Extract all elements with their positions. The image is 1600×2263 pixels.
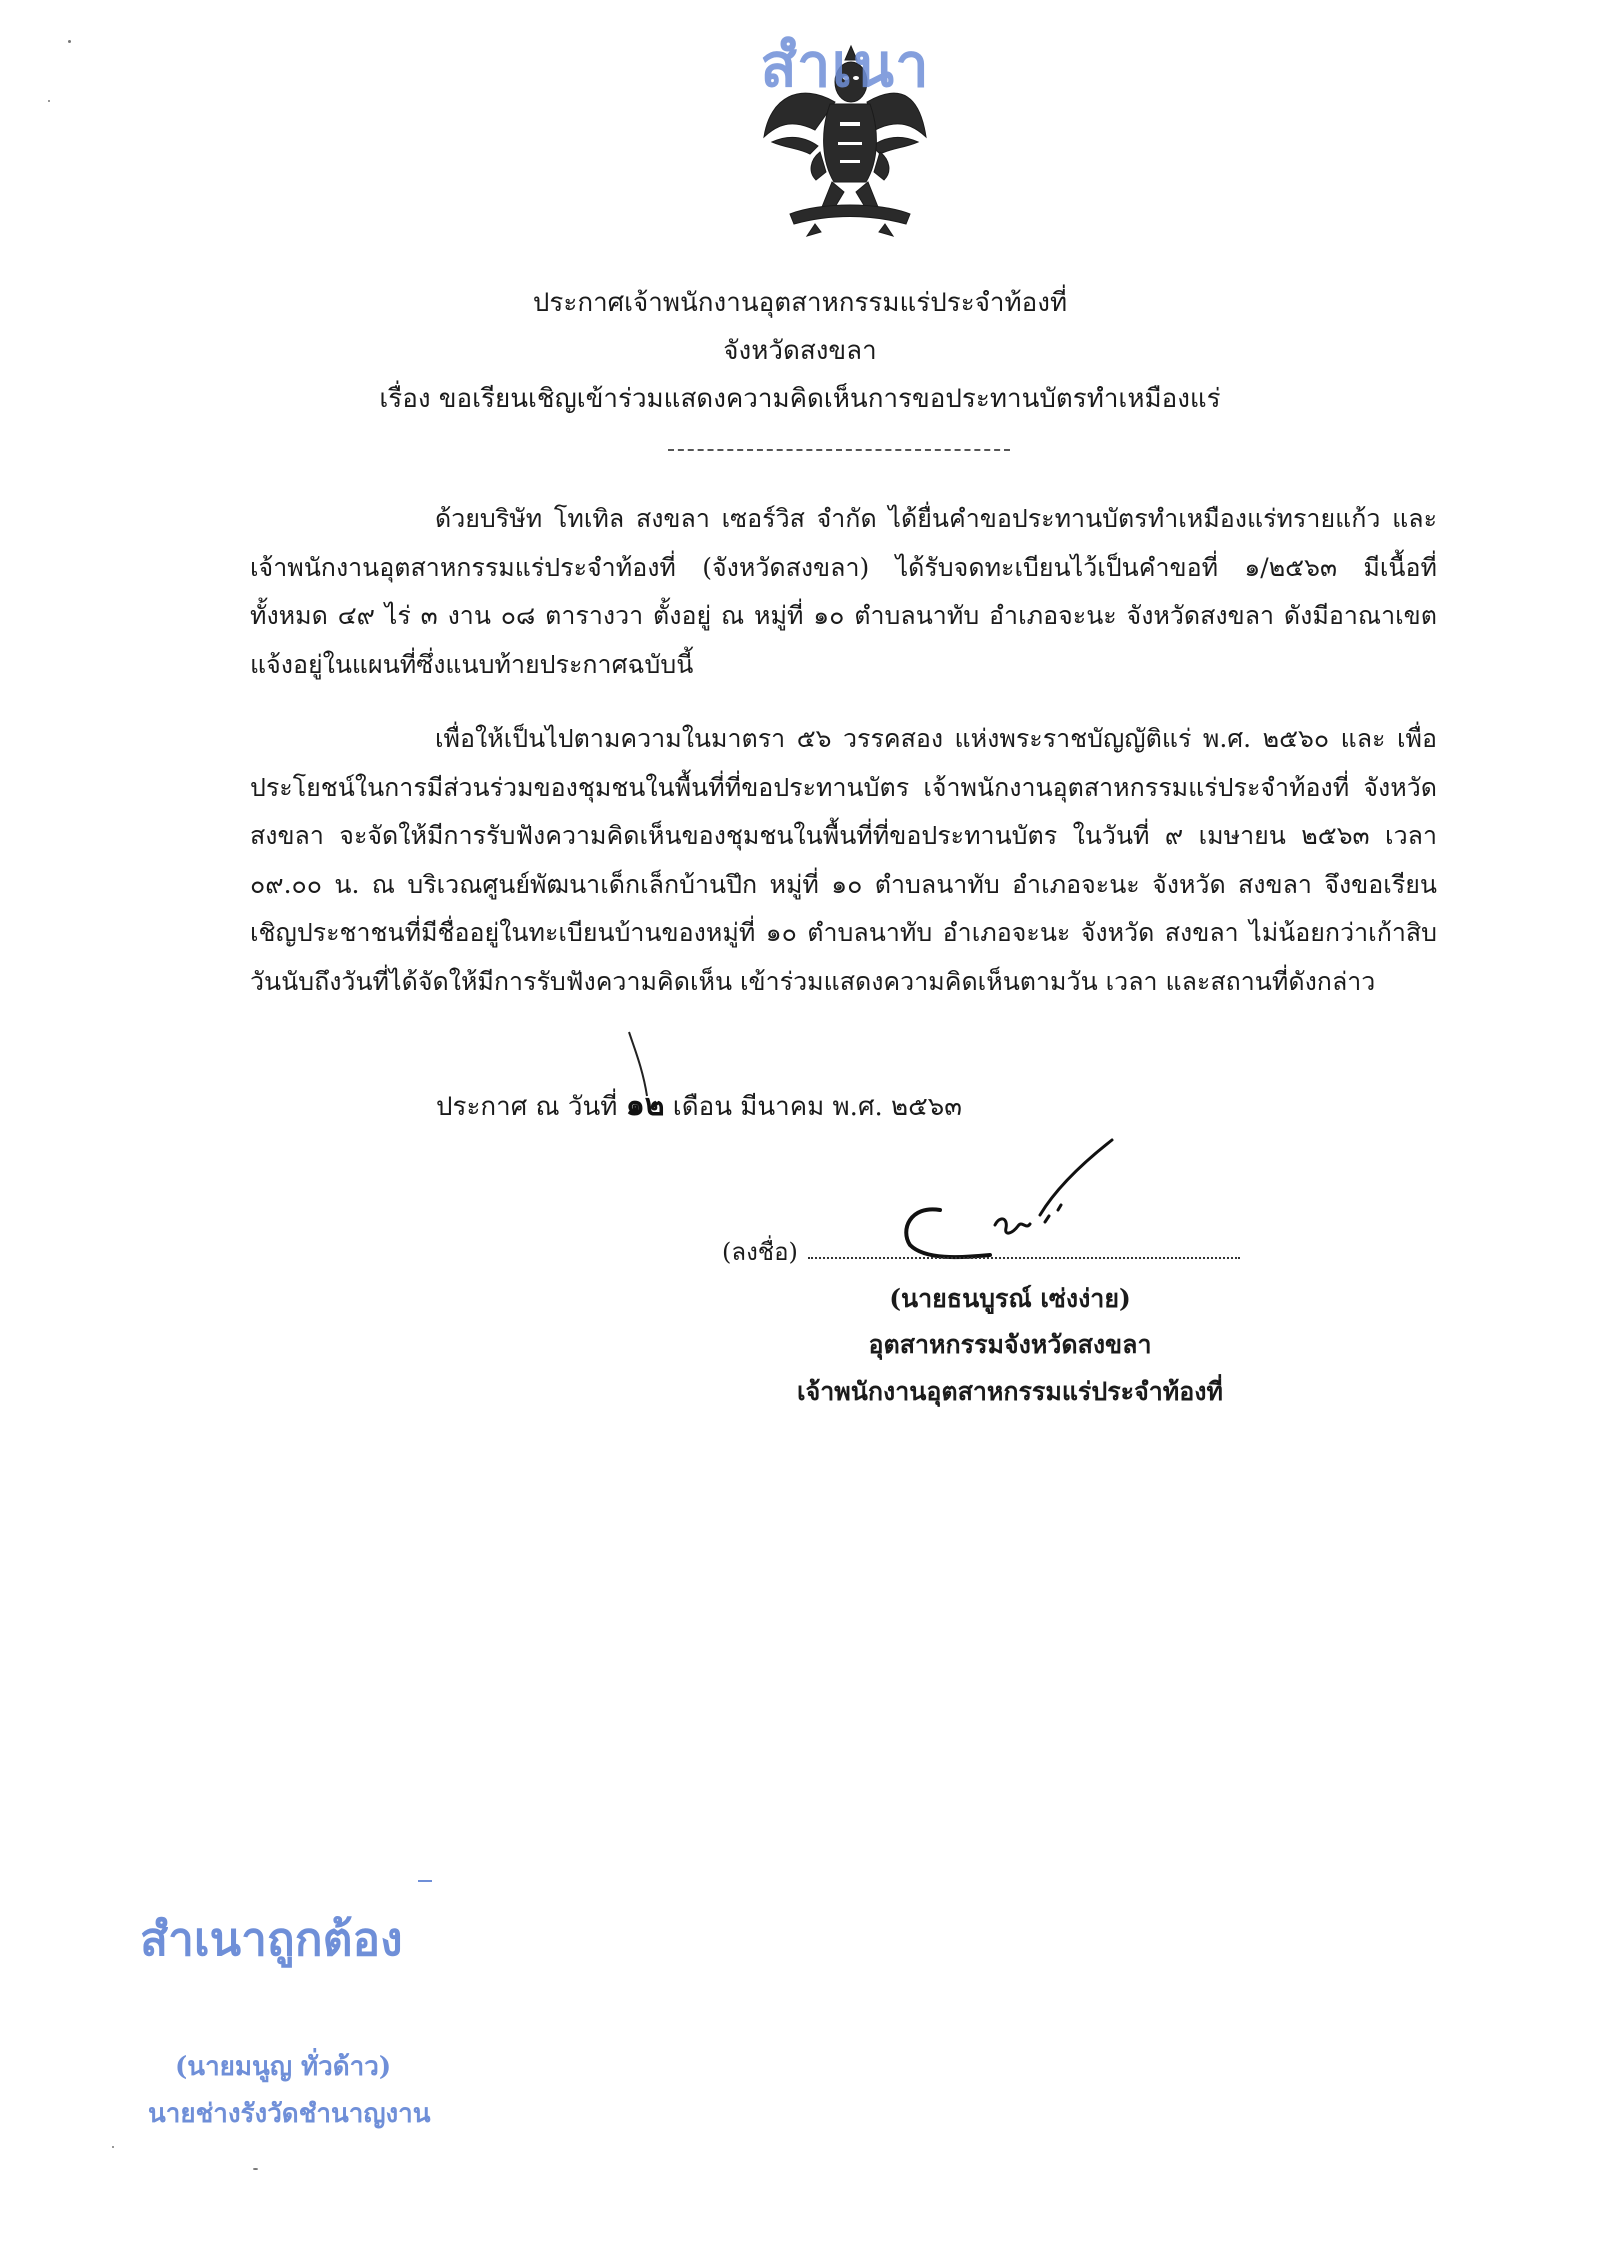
- announcement-day-handwritten: ๑๒: [625, 1088, 665, 1123]
- body-paragraph-1: ด้วยบริษัท โทเทิล สงขลา เซอร์วิส จำกัด ได้ยื่นคำขอประทานบัตรทำเหมืองแร่ทรายแก้ว และเจ้าพนักงานอุตสาหกรรมแร่ประจำท้องที่ (จังหวัดสงขลา) ได้รับจดทะเบียนไว้เป็นคำขอที่ ๑/๒๕๖๓ มีเนื้อที่ทั้งหมด ๔๙ ไร่ ๓ งาน ๐๘ ตารางวา ตั้งอยู่ ณ หมู่ที่ ๑๐ ตำบลนาทับ อำเภอจะนะ จังหวัดสงขลา ดังมีอาณาเขตแจ้งอยู่ในแผนที่ซึ่งแนบท้ายประกาศฉบับนี้: [250, 504, 1437, 679]
- scan-speck: [48, 100, 50, 102]
- pen-stroke-mark: [625, 1030, 655, 1100]
- scan-speck: [112, 2146, 114, 2148]
- certified-copy-stamp: สำเนาถูกต้อง: [140, 1912, 403, 1966]
- announcement-date: [436, 1082, 962, 1129]
- signer-position-2: เจ้าพนักงานอุตสาหกรรมแร่ประจำท้องที่: [797, 1377, 1223, 1406]
- signer-position-1: อุตสาหกรรมจังหวัดสงขลา: [868, 1330, 1152, 1359]
- subject-line: เรื่อง ขอเรียนเชิญเข้าร่วมแสดงความคิดเห็นการขอประทานบัตรทำเหมืองแร่: [379, 384, 1221, 414]
- certifier-name: (นายมนูญ ทั่วด้าว): [175, 2052, 392, 2082]
- announcement-date-prefix: ประกาศ ณ วันที่: [436, 1092, 626, 1122]
- province-line: จังหวัดสงขลา: [723, 336, 877, 366]
- header-divider: [668, 449, 1010, 451]
- certified-stamp-mark: [418, 1880, 432, 1882]
- signer-name: (นายธนบูรณ์ เซ่งง่าย): [889, 1284, 1131, 1313]
- certifier-title: นายช่างรังวัดชำนาญงาน: [148, 2099, 431, 2129]
- scan-speck: [68, 40, 71, 43]
- signature-dotted-line: [808, 1257, 1240, 1259]
- scan-speck: [253, 2168, 258, 2170]
- announcement-title: ประกาศเจ้าพนักงานอุตสาหกรรมแร่ประจำท้องที่: [532, 288, 1068, 318]
- copy-stamp: สำเนา: [760, 31, 930, 101]
- body-paragraph-2: เพื่อให้เป็นไปตามความในมาตรา ๕๖ วรรคสอง แห่งพระราชบัญญัติแร่ พ.ศ. ๒๕๖๐ และ เพื่อประโยชน์ในการมีส่วนร่วมของชุมชนในพื้นที่ที่ขอประทานบัตร เจ้าพนักงานอุตสาหกรรมแร่ประจำท้องที่ จังหวัดสงขลา จะจัดให้มีการรับฟังความคิดเห็นของชุมชนในพื้นที่ที่ขอประทานบัตร ในวันที่ ๙ เมษายน ๒๕๖๓ เวลา ๐๙.๐๐ น. ณ บริเวณศูนย์พัฒนาเด็กเล็กบ้านปึก หมู่ที่ ๑๐ ตำบลนาทับ อำเภอจะนะ จังหวัด สงขลา จึงขอเรียนเชิญประชาชนที่มีชื่ออยู่ในทะเบียนบ้านของหมู่ที่ ๑๐ ตำบลนาทับ อำเภอจะนะ จังหวัด สงขลา ไม่น้อยกว่าเก้าสิบวันนับถึงวันที่ได้จัดให้มีการรับฟังความคิดเห็น เข้าร่วมแสดงความคิดเห็นตามวัน เวลา และสถานที่ดังกล่าว: [250, 724, 1437, 996]
- sign-label: (ลงชื่อ): [722, 1238, 798, 1266]
- announcement-date-suffix: เดือน มีนาคม พ.ศ. ๒๕๖๓: [664, 1092, 963, 1122]
